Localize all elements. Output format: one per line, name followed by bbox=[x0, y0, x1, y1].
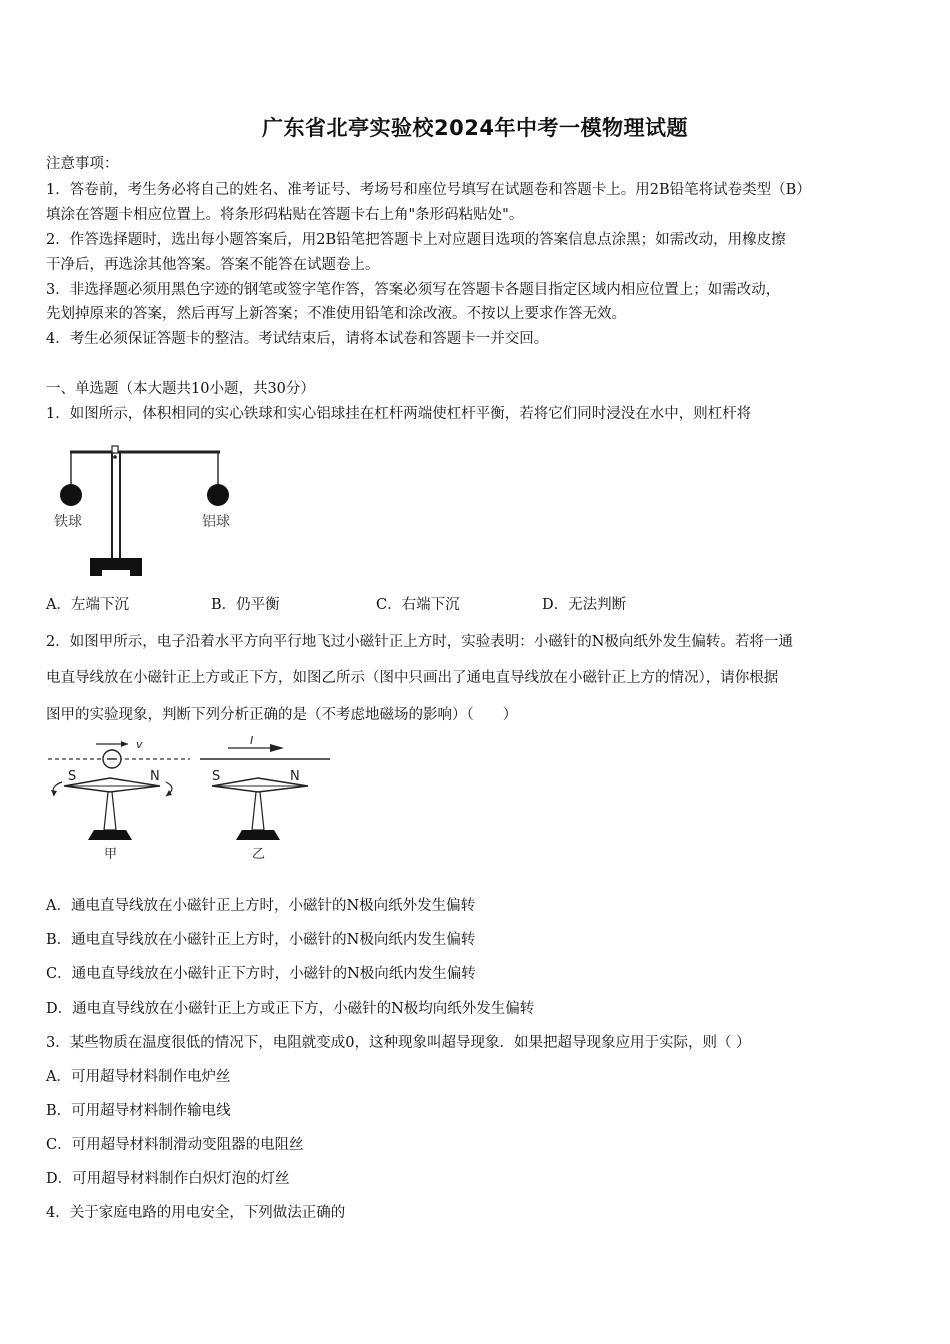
caption-jia: 甲 bbox=[104, 847, 118, 862]
aluminum-ball bbox=[207, 484, 229, 506]
left-n-label: N bbox=[150, 769, 160, 784]
q1-stem: 1．如图所示，体积相同的实心铁球和实心铝球挂在杠杆两端使杠杆平衡，若将它们同时浸没在水中，则杠杆将 bbox=[46, 406, 752, 422]
page-title: 广东省北亭实验校2024年中考一模物理试题 bbox=[262, 116, 688, 140]
q1-option-c: C．右端下沉 bbox=[376, 597, 460, 613]
q4-stem: 4．关于家庭电路的用电安全，下列做法正确的 bbox=[46, 1205, 346, 1221]
right-n-label: N bbox=[290, 769, 300, 784]
caption-yi: 乙 bbox=[252, 847, 266, 862]
compass-figure bbox=[40, 732, 340, 868]
q2-option-a: A．通电直导线放在小磁针正上方时，小磁针的N极向纸外发生偏转 bbox=[46, 898, 476, 914]
lever-figure bbox=[50, 440, 250, 582]
q2-stem-line: 电直导线放在小磁针正上方或正下方，如图乙所示（图中只画出了通电直导线放在小磁针正上方的情况），请你根据 bbox=[46, 670, 779, 686]
notice-line: 1．答卷前，考生务必将自己的姓名、准考证号、考场号和座位号填写在试题卷和答题卡上。用2B铅笔将试卷类型（B） bbox=[46, 182, 811, 198]
iron-ball bbox=[60, 484, 82, 506]
notice-line: 2．作答选择题时，选出每小题答案后，用2B铅笔把答题卡上对应题目选项的答案信息点涂黑；如需改动，用橡皮擦 bbox=[46, 232, 786, 248]
iron-ball-label: 铁球 bbox=[54, 514, 82, 530]
q3-option-d: D．可用超导材料制作白炽灯泡的灯丝 bbox=[46, 1171, 290, 1187]
velocity-label: v bbox=[136, 738, 143, 751]
current-label: I bbox=[250, 734, 254, 747]
q2-option-c: C．通电直导线放在小磁针正下方时，小磁针的N极向纸内发生偏转 bbox=[46, 966, 476, 982]
q1-option-d: D．无法判断 bbox=[542, 597, 627, 613]
section-heading: 一、单选题（本大题共10小题，共30分） bbox=[46, 381, 315, 397]
notice-line: 干净后，再选涂其他答案。答案不能答在试题卷上。 bbox=[46, 257, 380, 273]
q1-option-b: B．仍平衡 bbox=[211, 597, 280, 613]
q3-option-a: A．可用超导材料制作电炉丝 bbox=[46, 1069, 231, 1085]
q2-option-d: D．通电直导线放在小磁针正上方或正下方，小磁针的N极均向纸外发生偏转 bbox=[46, 1001, 535, 1017]
q3-option-c: C．可用超导材料制滑动变阻器的电阻丝 bbox=[46, 1137, 304, 1153]
notice-line: 先划掉原来的答案，然后再写上新答案；不准使用铅笔和涂改液。不按以上要求作答无效。 bbox=[46, 306, 626, 322]
q2-stem-line: 图甲的实验现象，判断下列分析正确的是（不考虑地磁场的影响）（ ） bbox=[46, 707, 518, 723]
right-s-label: S bbox=[212, 769, 221, 784]
q2-option-b: B．通电直导线放在小磁针正上方时，小磁针的N极向纸内发生偏转 bbox=[46, 932, 476, 948]
notice-heading: 注意事项： bbox=[46, 156, 119, 172]
left-s-label: S bbox=[68, 769, 77, 784]
q2-stem-line: 2．如图甲所示，电子沿着水平方向平行地飞过小磁针正上方时，实验表明：小磁针的N极向纸外发生偏转。若将一通 bbox=[46, 634, 793, 650]
notice-line: 3．非选择题必须用黑色字迹的钢笔或签字笔作答，答案必须写在答题卡各题目指定区域内相应位置上；如需改动， bbox=[46, 282, 781, 298]
notice-line: 4．考生必须保证答题卡的整洁。考试结束后，请将本试卷和答题卡一并交回。 bbox=[46, 331, 549, 347]
aluminum-ball-label: 铝球 bbox=[202, 514, 230, 530]
q3-stem: 3．某些物质在温度很低的情况下，电阻就变成0，这种现象叫超导现象．如果把超导现象应用于实际，则（ ） bbox=[46, 1035, 751, 1051]
q3-option-b: B．可用超导材料制作输电线 bbox=[46, 1103, 231, 1119]
q1-option-a: A．左端下沉 bbox=[46, 597, 129, 613]
notice-line: 填涂在答题卡相应位置上。将条形码粘贴在答题卡右上角"条形码粘贴处"。 bbox=[46, 207, 524, 223]
